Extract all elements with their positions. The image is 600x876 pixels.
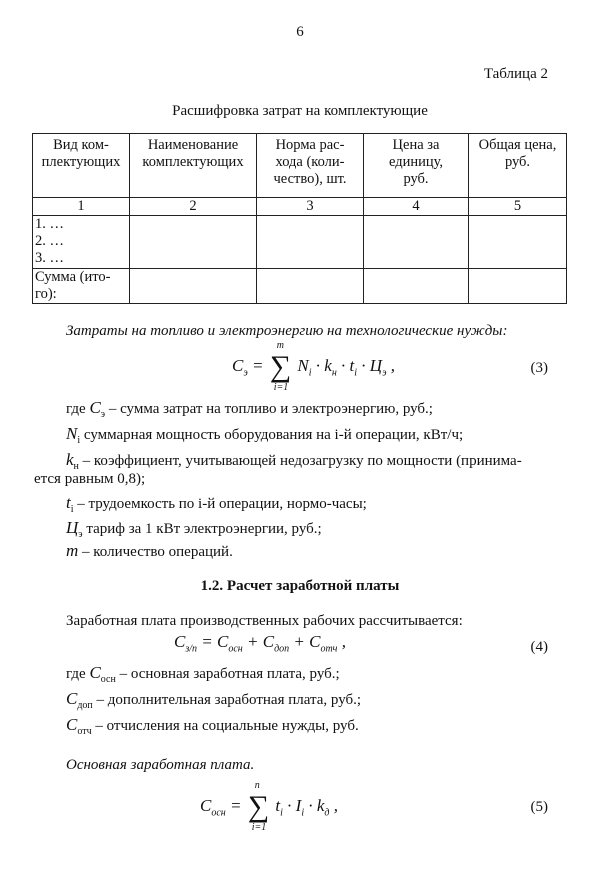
formula-3: $C_э$ = ∑ m i=1 $N_i \cdot k_н \cdot t_i \cdot Ц_э$ , [232,340,395,393]
table-header-row [33,134,567,198]
definition-t-i: $t_i$ – трудоемкость по i-й операции, нормо-часы; [66,493,367,515]
item-list: 1. … 2. … 3. … [33,216,130,269]
basic-salary-intro: Основная заработная плата. [66,757,255,773]
page-number: 6 [296,24,304,40]
sum-symbol: ∑ n i=1 [247,780,270,833]
column-number: 3 [257,198,364,216]
table-caption: Таблица 2 [483,66,548,82]
section-heading: 1.2. Расчет заработной платы [200,578,400,594]
header-component-type: Вид ком- плектующих [33,134,130,198]
equation-number-4: (4) [530,639,548,655]
column-number: 4 [364,198,469,216]
definition-ts-e: $Ц_э$ тариф за 1 кВт электроэнергии, руб.; [66,518,322,540]
cost-breakdown-table [32,133,567,304]
fuel-intro: Затраты на топливо и электроэнергию на технологические нужды: [66,323,508,339]
column-number: 2 [130,198,257,216]
definition-k-n-continued: ется равным 0,8); [34,471,146,487]
definition-m: m – количество операций. [66,541,233,560]
salary-intro: Заработная плата производственных рабочих рассчитывается: [66,613,463,629]
definition-c-osn: где $C_{осн}$ – основная заработная плата, руб.; [66,663,340,685]
table-title: Расшифровка затрат на комплектующие [172,103,428,119]
table-number-row [33,198,567,216]
definition-c-dop: $C_{доп}$ – дополнительная заработная плата, руб.; [66,689,362,711]
sum-symbol: ∑ m i=1 [269,340,292,393]
header-component-name: Наименование комплектующих [130,134,257,198]
equation-number-3: (3) [530,360,548,376]
header-total-price: Общая цена, руб. [469,134,567,198]
table-items-row [33,216,567,269]
header-consumption-norm: Норма рас- хода (коли- чество), шт. [257,134,364,198]
sum-label: Сумма (ито- го): [33,269,130,304]
definition-k-n: $k_н$ – коэффициент, учитывающей недозагрузку по мощности (принима- [66,450,522,472]
equation-number-5: (5) [530,799,548,815]
definition-c-e: где $C_э$ – сумма затрат на топливо и электроэнергию, руб.; [66,398,433,420]
column-number: 5 [469,198,567,216]
column-number: 1 [33,198,130,216]
definition-n-i: $N_i$ суммарная мощность оборудования на i-й операции, кВт/ч; [66,424,464,446]
formula-4: $C_{з/п} = C_{осн} + C_{доп} + C_{отч}$ , [174,632,346,655]
header-unit-price: Цена за единицу, руб. [364,134,469,198]
formula-5: $C_{осн}$ = ∑ n i=1 $t_i \cdot I_i \cdot k_д$ , [200,780,338,833]
table-sum-row [33,269,567,304]
definition-c-otch: $C_{отч}$ – отчисления на социальные нужды, руб. [66,715,359,737]
